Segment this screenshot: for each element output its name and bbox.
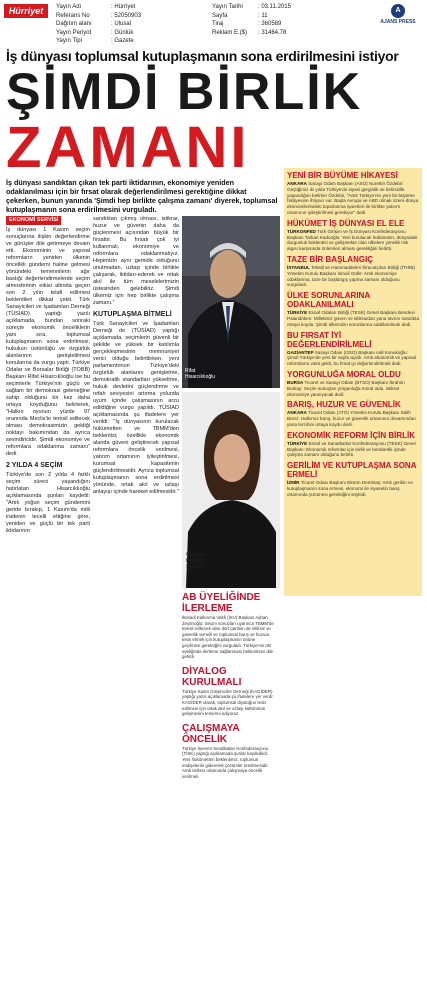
sidebar-block [284, 219, 422, 252]
body-column-1 [6, 216, 90, 596]
sidebar2-heading: AB ÜYELİĞİNDE İLERLEME [182, 592, 261, 614]
meta-value: : 360589 [258, 21, 282, 27]
subheading: KUTUPLAŞMA BİTMELİ [93, 311, 172, 318]
sidebar-block [284, 331, 422, 367]
ajans-press-icon: A [391, 4, 405, 18]
sidebar-heading: GERİLİM VE KUTUPLAŞMA SONA ERMELİ [287, 461, 417, 480]
portrait-man [182, 216, 280, 388]
sidebar-text [287, 410, 419, 427]
meta-key: Yayın Periyot [56, 29, 92, 36]
meta-right [212, 3, 291, 37]
sidebar-block [284, 255, 422, 288]
sidebar-body: Türk Girişim ve İş Dünyası Konfederasyonu Başkanı Tarkan Kadooğlu: Yeni kurulacak hükümetin, dünyadaki durgunluk beklentisi ve gelişmekte olan ülkelere yönelik risk algısı karşısında önlemleri alması gerektiğini belirtti. [287, 228, 418, 252]
headline-line2: ZAMANI [6, 115, 250, 180]
sidebar-text [287, 181, 419, 216]
meta-key: Dağıtım alanı [56, 21, 92, 27]
section-tag: EKONOMİ SERVİSİ [6, 216, 61, 225]
sidebar-block [284, 171, 422, 216]
sidebar-lead: BURSA [287, 379, 304, 385]
sidebar-lead: İSTANBUL [287, 264, 310, 270]
meta-value: : Gazete [111, 38, 134, 44]
sidebar-body: Ticaret Odası (ATO) Yönetim Kurulu Başkanı Salih Bezci: Halkımız barış, huzur ve güvenlik ortamının devamından yana tercihini ortaya koydu dedi. [287, 410, 416, 427]
body-text: sandıktan çıkmış olması, istikrar, huzur ve güvenin daha da güçlenmesi açısından büyük bir fırsattır. Bu fırsatı çok iyi kullanmalı, ekonomiye ve reformlara odaklanmalıyız. Hepimizin aynı gemide olduğunu unutmadan, uzlaşı içinde birlikte çalışarak, iktidarı-ederek ve ortak akıl ile tüm meselelerimizin üstesinden gelebiliriz. Şimdi ülkemiz için hep birlikte çalışma zamanı." [93, 216, 179, 306]
sidebar-lead: İZMİR [287, 480, 300, 486]
sidebar-lead: ANKARA [287, 181, 307, 186]
press-clipping-header [0, 0, 427, 44]
sidebar-text [287, 310, 419, 327]
sidebar-reactions [284, 168, 422, 596]
headline-line1: ŞİMDİ BİRLİK [6, 63, 363, 121]
sidebar-block [284, 370, 422, 397]
meta-value: : 03.11.2015 [258, 4, 291, 10]
sidebar-lead: TÜRKONFED [287, 228, 316, 234]
sidebar-body: Esnaf ve Sanatkarlar Konfederasyonu (TESK) Genel Başkanı: Ekonomik reformlar için birlik ve beraberlik içinde çalışma zamanı olduğunu belirtti. [287, 440, 416, 458]
ajans-press-logo [375, 4, 421, 25]
sidebar2-text: İktisadi Kalkınma Vakfı (İKV) Başkanı Ayhan Zeytinoğlu: Seçim sonuçları uyarınca TBMM'de temsil edilecek olan dört partinin de istikrar ve güvenlik temelli ve toplumsal barış ve huzuru tesis etmek için kutuplaşmanın önüne geçilmesi gerektiğini vurguladı. Türkiye'nin AB üyeliğinde ilerleme sağlanması beklentisini dile getirdi. [182, 615, 274, 660]
sidebar-body: Esnaf Odaları Birliği (TESK) Genel Başkanı Bendevi Palandöken: Milletimiz güven ve istikrardan yana tavrını sandıkta ortaya koydu. Şimdi ülkemizin sorunlarına odaklanılmalı dedi. [287, 310, 420, 327]
meta-key: Sayfa [212, 12, 228, 19]
sidebar-heading: BU FIRSAT İYİ DEĞERLENDİRİLMELİ [287, 330, 372, 349]
body-text: İş dünyası 1 Kasım seçim sonuçlarına ilişkin değerlendirme ve görüşler dile getirmeye devam etti. Ekonominin ve yapısal reformların yeniden ülkenin öncelikli gündemi haline gelmesi yönündeki temennilerin ağır bastığı değerlendirmelerde seçim atmosferinin etkisi altında geçen son 2 yılın telafi edilmesi beklentileri dikkat çekti. Türk Sanayicileri ve İşadamları Derneği (TÜSİAD) yaptığı yazılı açıklamada, bundan sonraki süreçte ekonomik önceliklerin yanı sıra, toplumsal kutuplaşmanın sona erdirilmesi, hukukun üstünlüğü ve özgürlük alanlarının genişletilmesi konularına da vurgu yaptı. Türkiye Odalar ve Borsalar Birliği (TOBB) Başkanı Rifat Hisarcıklıoğlu ise bu seçimlerle Türkiye'nin güçlü ve sağlam bir demokrasi geleneğine sahip olduğunu bir kez daha ortaya koyduğunu belirterek, "Halkın oyunun yüzde 97 oranında Meclis'te temsil edilecek olması demokrasimizin geldiği noktayı bakımından da ayrıca sevindiricidir. Şimdi ekonomiye ve reformlara odaklanma zamanı" dedi. [6, 227, 90, 457]
body-text: Türk Sanayicileri ve İşadamları Derneği de (TÜSİAD) yaptığı açıklamada, seçimlerin güvenli bir şekilde ve yüksek bir katılımla gerçekleşmesinin memnuniyet verici olduğu belirtilirken, yeni parlamentonun Türkiye'deki özgürlük alanlarını genişletme, demokratik standartları yükseltme, hukuk devletini güçlendirme ve refah seviyesini artırma yolunda uyum içinde çalışmasının arzu edildiğine vurgu yapıldı. TÜSİAD açıklamasında şu ifadelere yer verildi: "İş dünyasının kurulacak hükümetten ve TBMM'den beklentisi; özellikle ekonomik alanda güveni geliştirecek yapısal reformlara öncelik verilmesi, yatırım ortamının iyileştirilmesi, kurumsal kapasitenin güçlendirilmesidir. Ayrıca toplumsal kutuplaşmanın sona erdirilmesi yönünde, ortak akıl ve uzlaşı anlayışı içinde hareket edilmesidir." [93, 321, 179, 495]
photo-caption: Rifat Hisarcıklıoğlu [185, 368, 216, 380]
sidebar-text [287, 480, 419, 497]
meta-key: Yayın Tarihi [212, 4, 243, 10]
sidebar-text [287, 229, 419, 252]
sidebar-lead: ANKARA [287, 410, 307, 416]
meta-value: : Ulusal [111, 21, 132, 27]
body-column-2 [93, 216, 179, 596]
sidebar-block [284, 291, 422, 327]
sidebar-lead: TÜRKİYE [287, 310, 308, 316]
sidebar-secondary [182, 590, 274, 1000]
sidebar-block [284, 400, 422, 427]
lead-paragraph: İş dünyası sandıktan çıkan tek parti iktidarının, ekonomiye yeniden odaklanılması için bir fırsat olarak değerlendirilmesi gerektiğine dikkat çekerken, bunun yanında 'Şimdi hep birlikte çalışma zamanı' diyerek, toplumsal kutuplaşmanın sona erdirilmesini vurguladı. [6, 178, 278, 214]
sidebar-body: Sanayi Odası (GSO) Başkanı Adil Konukoğlu: Şimdi Türkiye'de yeni bir sayfa açıldı. Artık ekonomik ve yapısal reformların vakti geldi, bu fırsat iyi değerlendirilmeli dedi. [287, 349, 416, 367]
meta-left [56, 3, 141, 46]
meta-key: Referans No [56, 12, 90, 19]
headline-kicker: İş dünyası toplumsal kutuplaşmanın sona erdirilmesini istiyor [6, 48, 399, 64]
meta-value: : 11 [258, 12, 268, 19]
meta-key: Yayın Adı [56, 4, 82, 10]
sidebar-lead: TÜRKİYE [287, 440, 308, 446]
sidebar-text [287, 380, 419, 397]
sidebar-text [287, 265, 419, 288]
sidebar-block [284, 431, 422, 458]
sidebar-body: Sanayi Odası Başkanı (ASO) Nurettin Özdebir: Geçtiğimiz iki yılda Türkiye'de siyasi gerginlik ve belirsizlik yaşandığını belirten Özdebir, "Artık Türkiye'nin yeni bir büyüme hikâyesine ihtiyacı var. Başta Avrupa ve ABD olmak üzere dünya ekonomilerindeki toparlanma işaretleri ile birlikte yatırım ortamının iyileştirilmesi gerekiyor" dedi. [287, 181, 419, 215]
meta-value: : Günlük [111, 29, 134, 36]
meta-value: : 31464,78 [258, 29, 287, 36]
meta-value: : Hürriyet [111, 4, 136, 10]
sidebar-heading: YENİ BİR BÜYÜME HİKAYESİ [287, 171, 398, 180]
body-text: Türkiye'de son 2 yılda 4 farklı seçim süreci yaşandığını hatırlatan Hisarcıklıoğlu açıklamasında şunları kaydetti: "Artık yoğun seçim gündemini geride bırakıp, 1 Kasım'da milli iradenin tecelli ettiğine göre, yeniden ve güçlü bir tek parti iktidarının [6, 472, 90, 534]
sidebar2-heading: ÇALIŞMAYA ÖNCELİK [182, 722, 240, 745]
meta-key: Reklam E.($) [212, 29, 248, 36]
sidebar-block [284, 461, 422, 497]
sidebar-body: Tekstil ve Hammaddeleri İhracatçıları Birliği (İTHİB) Yönetim Kurulu Başkanı İsmail Gülle: Artık ekonomiye odaklanma, taze bir başlangıç yapma zamanı olduğunu vurguladı. [287, 264, 415, 288]
sidebar-body: Ticaret Odası Başkanı Ekrem Demirtaş: Artık gerilim ve kutuplaşmanın sona ermesi, ekonomi ile siyasetin barış ortamında yürümesi gerektiğini söyledi. [287, 480, 413, 497]
subheading: 2 YILDA 4 SEÇİM [6, 462, 63, 469]
sidebar-text [287, 441, 419, 458]
sidebar2-text: Türkiye Kadın Girişimciler Derneği (KAGİDER) yaptığı yazılı açıklamada şu ifadelere yer verdi: KAGİDER olarak, toplumsal diyaloğun tesis edilmesi için ortak akıl ve uzlaşı kültürünün gelişmesini temenni ediyoruz. [182, 688, 274, 717]
hurriyet-logo: Hürriyet [4, 4, 48, 18]
sidebar-heading: YORGUNLUĞA MORAL OLDU [287, 369, 401, 379]
meta-key: Yayın Tipi [56, 38, 82, 44]
sidebar2-text: Türkiye İşveren Sendikaları Konfederasyonu (TİSK) yaptığı açıklamada şunlar kaydedildi: Yeni hükümetten beklentimiz, toplumun endişelerini gidererek çözümler üretilmesidir. Artık istikrar ortamında çalışmaya öncelik verilmeli. [182, 745, 269, 779]
meta-value: : 52050903 [111, 12, 142, 19]
sidebar-body: Ticaret ve Sanayi Odası (BTSO) Başkanı İbrahim Burkay: Seçim sonuçları yorgunluğa moral oldu, istikrar ekonomiye yansıyacak dedi. [287, 379, 405, 397]
sidebar-heading: ÜLKE SORUNLARINA ODAKLANILMALI [287, 291, 370, 310]
photo-caption: Cansen Başaran Symes [186, 552, 205, 570]
meta-key: Tiraj [212, 21, 224, 27]
sidebar-heading: HÜKÜMET İŞ DÜNYASI EL ELE [287, 218, 405, 228]
sidebar-heading: BARIŞ, HUZUR VE GÜVENLİK [287, 400, 401, 410]
agency-name: AJANS PRESS [380, 19, 416, 25]
sidebar2-heading: DİYALOG KURULMALI [182, 665, 242, 688]
sidebar-lead: GAZİANTEP [287, 349, 314, 355]
photo-symes [182, 392, 280, 588]
sidebar-heading: TAZE BİR BAŞLANGIÇ [287, 254, 374, 264]
sidebar-text [287, 350, 419, 367]
sidebar-heading: EKONOMİK REFORM İÇİN BİRLİK [287, 430, 415, 440]
photo-hisarcikliOglu [182, 216, 280, 388]
